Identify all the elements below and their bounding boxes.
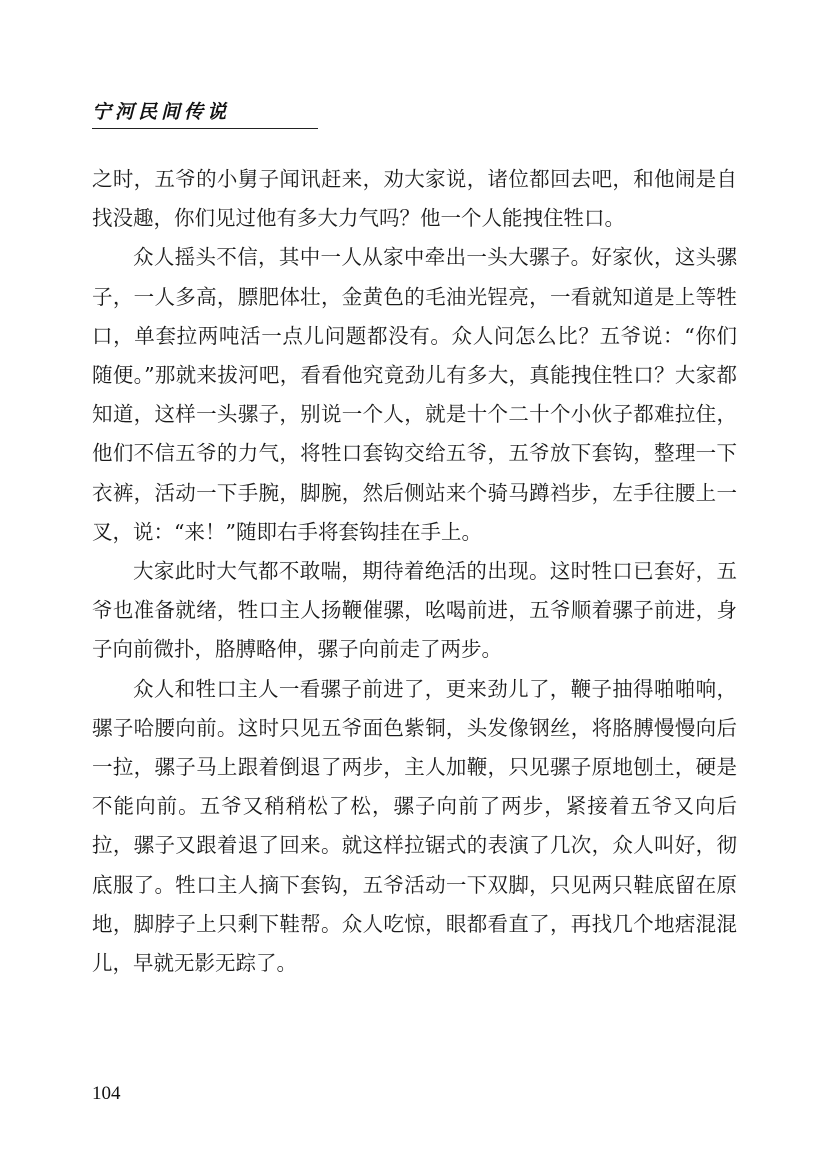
running-header — [92, 100, 318, 129]
body-text — [92, 160, 737, 983]
paragraph-4: 众人和牲口主人一看骡子前进了，更来劲儿了，鞭子抽得啪啪响，骡子哈腰向前。这时只见五爷面色紫铜，头发像钢丝，将胳膊慢慢向后一拉，骡子马上跟着倒退了两步，主人加鞭，只见骡子原地刨土，硬是不能向前。五爷又稍稍松了松，骡子向前了两步，紧接着五爷又向后拉，骡子又跟着退了回来。就这样拉锯式的表演了几次，众人叫好，彻底服了。牲口主人摘下套钩，五爷活动一下双脚，只见两只鞋底留在原地，脚脖子上只剩下鞋帮。众人吃惊，眼都看直了，再找几个地痞混混儿，早就无影无踪了。 — [92, 676, 737, 976]
book-title: 宁河民间传说 — [92, 101, 231, 123]
page-number: 104 — [92, 1083, 121, 1104]
paragraph-3: 大家此时大气都不敢喘，期待着绝活的出现。这时牲口已套好，五爷也准备就绪，牲口主人扬鞭催骡，吆喝前进，五爷顺着骡子前进，身子向前微扑，胳膊略伸，骡子向前走了两步。 — [92, 559, 737, 662]
paragraph-2: 众人摇头不信，其中一人从家中牵出一头大骡子。好家伙，这头骡子，一人多高，膘肥体壮，金黄色的毛油光锃亮，一看就知道是上等牲口，单套拉两吨活一点儿问题都没有。众人问怎么比？五爷说：“你们随便。”那就来拔河吧，看看他究竟劲儿有多大，真能拽住牲口？大家都知道，这样一头骡子，别说一个人，就是十个二十个小伙子都难拉住，他们不信五爷的力气，将牲口套钩交给五爷，五爷放下套钩，整理一下衣裤，活动一下手腕，脚腕，然后侧站来个骑马蹲裆步，左手往腰上一叉，说：“来！”随即右手将套钩挂在手上。 — [92, 245, 737, 544]
paragraph-1: 之时，五爷的小舅子闻讯赶来，劝大家说，诸位都回去吧，和他闹是自找没趣，你们见过他有多大力气吗？他一个人能拽住牲口。 — [92, 167, 737, 231]
